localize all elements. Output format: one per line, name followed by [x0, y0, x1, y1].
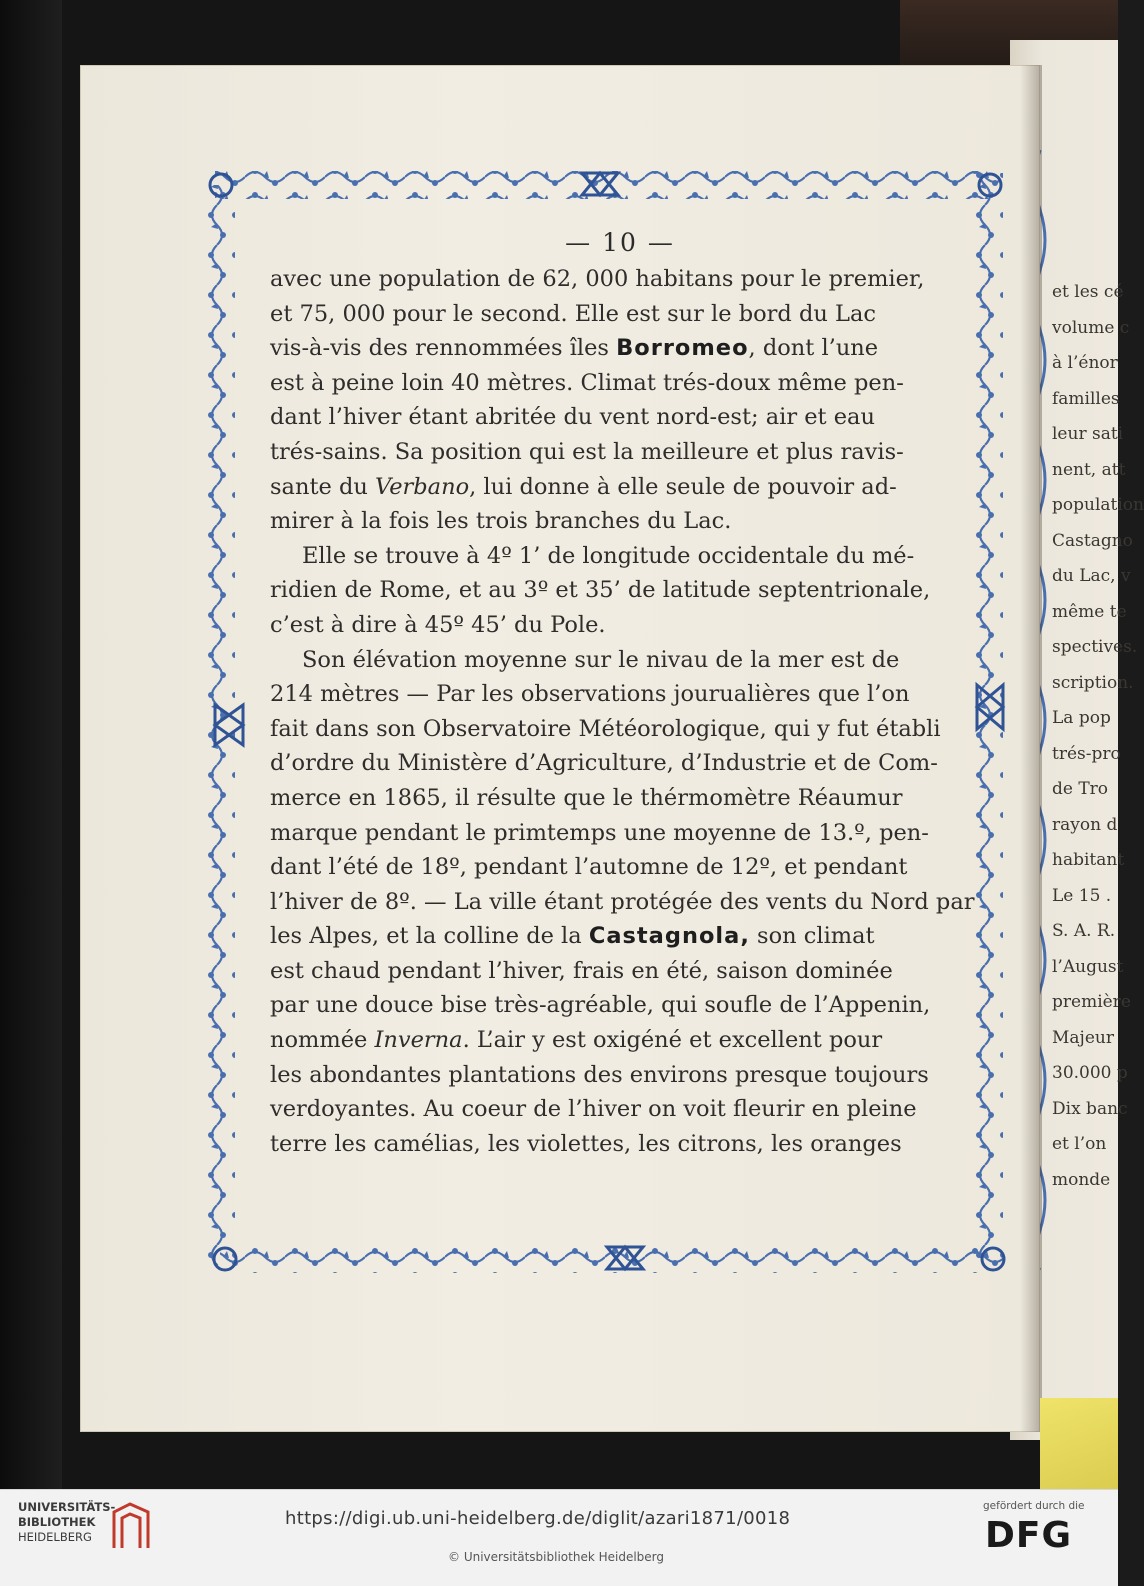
text-line: dant l’été de 18º, pendant l’automne de 12º, et pendant: [270, 854, 908, 881]
next-page-line: l’August: [1052, 956, 1124, 977]
next-page-line: première: [1052, 992, 1131, 1012]
text-line: marque pendant le primtemps une moyenne de 13.º, pen-: [270, 819, 929, 846]
next-page-line: de Tro: [1052, 779, 1109, 799]
next-page-line: trés-pro: [1052, 743, 1121, 764]
next-page-line: leur sati: [1052, 424, 1124, 444]
next-page-line: et les cé: [1052, 282, 1124, 302]
next-page-line: Dix banc: [1052, 1098, 1128, 1119]
next-page-line: spectives.: [1052, 637, 1138, 657]
text-line: l’hiver de 8º. — La ville étant protégée des vents du Nord par: [270, 888, 975, 915]
next-page-line: 30.000 p: [1052, 1063, 1128, 1083]
next-page-line: S. A. R.: [1052, 921, 1116, 941]
text-line: ridien de Rome, et au 3º et 35’ de latitude septentrionale,: [270, 577, 931, 604]
next-page-line: monde: [1052, 1169, 1111, 1190]
text-line: 214 mètres — Par les observations jourualières que l’on: [270, 681, 910, 708]
text-line: mirer à la fois les trois branches du Lac.: [270, 508, 732, 535]
text-line: verdoyantes. Au coeur de l’hiver on voit fleurir en pleine: [270, 1096, 917, 1123]
dfg-logo: DFG: [985, 1515, 1073, 1556]
next-page-line: scription.: [1052, 672, 1134, 693]
text-line: et 75, 000 pour le second. Elle est sur le bord du Lac: [270, 300, 876, 327]
logo-line-1: UNIVERSITÄTS-: [18, 1500, 116, 1514]
next-page-text: [1052, 275, 1144, 1198]
logo-line-3: HEIDELBERG: [18, 1530, 92, 1544]
next-page-line: nent, att: [1052, 459, 1126, 480]
text-line: nommée Inverna. L’air y est oxigéné et excellent pour: [270, 1027, 883, 1054]
text-line: est chaud pendant l’hiver, frais en été, saison dominée: [270, 957, 893, 984]
text-line: avec une population de 62, 000 habitans pour le premier,: [270, 266, 925, 292]
funding-caption: gefördert durch die: [983, 1500, 1085, 1512]
text-line: Son élévation moyenne sur le nivau de la mer est de: [302, 646, 900, 673]
next-page-line: Le 15 .: [1052, 885, 1112, 906]
copyright-notice: © Universitätsbibliothek Heidelberg: [448, 1550, 665, 1564]
text-line: terre les camélias, les violettes, les citrons, les oranges: [270, 1130, 902, 1157]
text-line: les Alpes, et la colline de la Castagnola, son climat: [270, 923, 875, 950]
next-page-line: population: [1052, 495, 1144, 515]
emphasized-word: Verbano: [375, 473, 470, 500]
next-page-line: familles: [1052, 388, 1120, 409]
next-page-line: rayon d: [1052, 814, 1118, 835]
text-line: dant l’hiver étant abritée du vent nord-est; air et eau: [270, 404, 875, 431]
library-logo-icon: [108, 1500, 154, 1552]
emphasized-word: Borromeo: [616, 335, 749, 362]
next-page-line: du Lac, v: [1052, 566, 1131, 586]
text-line: Elle se trouve à 4º 1’ de longitude occidentale du mé-: [302, 542, 915, 569]
next-page-line: à l’énor: [1052, 353, 1118, 373]
text-line: vis-à-vis des rennommées îles Borromeo, dont l’une: [270, 335, 879, 362]
text-line: est à peine loin 40 mètres. Climat trés-doux même pen-: [270, 369, 904, 396]
next-page-line: volume c: [1052, 317, 1130, 338]
emphasized-word: Castagnola,: [588, 923, 750, 950]
text-line: sante du Verbano, lui donne à elle seule de pouvoir ad-: [270, 473, 897, 500]
page-gutter-shadow: [1020, 65, 1042, 1432]
next-page-line: et l’on: [1052, 1134, 1107, 1154]
logo-line-2: BIBLIOTHEK: [18, 1515, 96, 1529]
next-page-line: même te: [1052, 601, 1127, 622]
viewer-footer: [0, 1489, 1118, 1586]
next-page-line: La pop: [1052, 708, 1111, 728]
book-spine: [0, 0, 62, 1505]
text-line: par une douce bise très-agréable, qui soufle de l’Appenin,: [270, 992, 931, 1019]
text-line: merce en 1865, il résulte que le thérmomètre Réaumur: [270, 784, 903, 811]
page-url-link[interactable]: https://digi.ub.uni-heidelberg.de/diglit/azari1871/0018: [285, 1508, 791, 1529]
text-line: d’ordre du Ministère d’Agriculture, d’Industrie et de Com-: [270, 750, 938, 777]
page-number: — 10 —: [565, 228, 675, 257]
emphasized-word: Inverna: [374, 1027, 463, 1054]
next-page-line: habitant: [1052, 850, 1125, 870]
body-text: [270, 262, 990, 1161]
text-line: trés-sains. Sa position qui est la meilleure et plus ravis-: [270, 438, 904, 465]
next-page-line: Castagno: [1052, 530, 1133, 551]
text-line: les abondantes plantations des environs presque toujours: [270, 1061, 929, 1088]
text-line: fait dans son Observatoire Météorologique, qui y fut établi: [270, 715, 941, 742]
text-line: c’est à dire à 45º 45’ du Pole.: [270, 611, 606, 638]
next-page-line: Majeur: [1052, 1027, 1114, 1048]
library-logo-text: [18, 1500, 115, 1545]
